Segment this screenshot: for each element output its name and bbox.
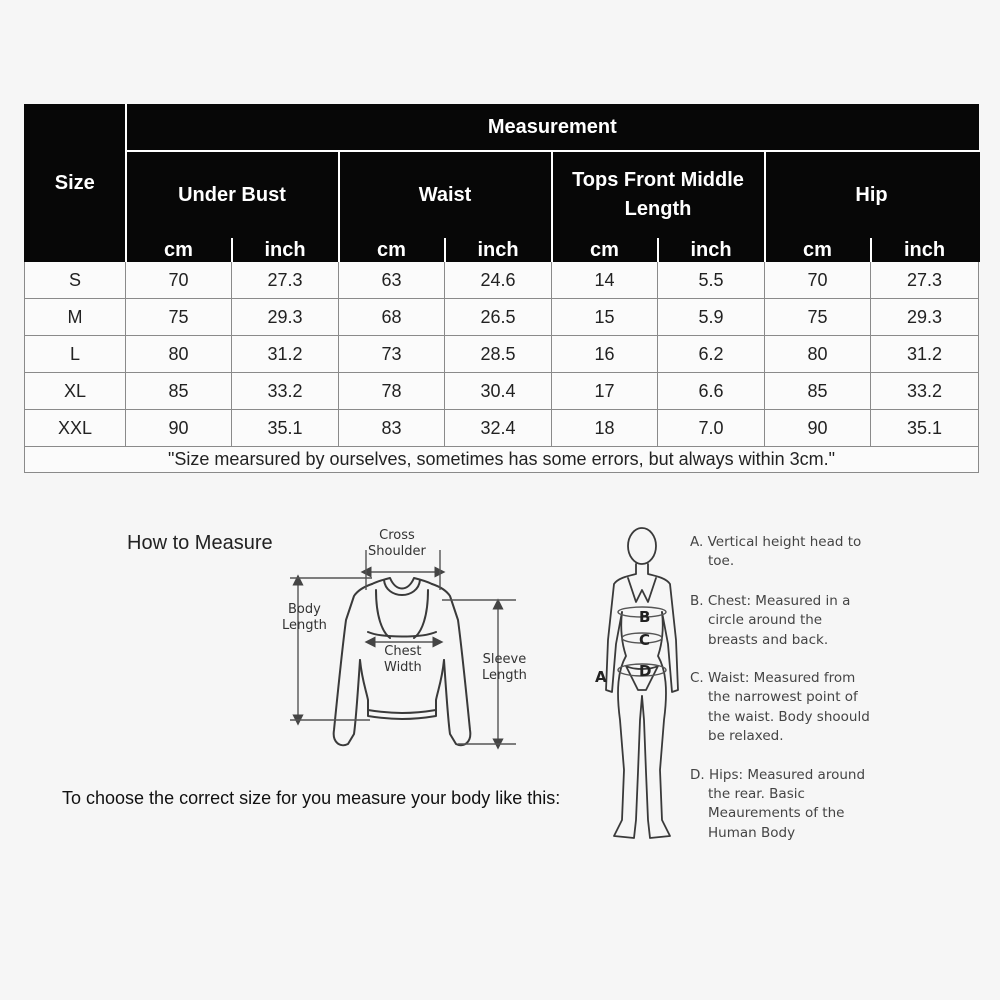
group-header-waist: Waist (339, 151, 552, 239)
table-cell: 7.0 (658, 410, 765, 447)
table-cell: 28.5 (445, 336, 552, 373)
measurement-note: "Size mearsured by ourselves, sometimes has some errors, but always within 3cm." (25, 447, 979, 473)
measurement-header: Measurement (126, 105, 979, 152)
chest-width-label: Chest Width (384, 644, 422, 675)
table-cell: 6.2 (658, 336, 765, 373)
table-cell: 83 (339, 410, 445, 447)
size-cell: XXL (25, 410, 126, 447)
group-header-tops-length: Tops Front Middle Length (552, 151, 765, 239)
table-cell: 63 (339, 262, 445, 299)
body-measure-diagram (592, 520, 692, 855)
legend-item: A. Vertical height head to toe. (690, 534, 862, 570)
size-cell: M (25, 299, 126, 336)
unit-header-inch: inch (871, 239, 979, 262)
unit-header-cm: cm (552, 239, 658, 262)
legend-item: D. Hips: Measured around the rear. Basic Meaurements of the Human Body (690, 766, 866, 841)
table-cell: 17 (552, 373, 658, 410)
table-cell: 27.3 (232, 262, 339, 299)
unit-header-inch: inch (658, 239, 765, 262)
size-cell: S (25, 262, 126, 299)
table-cell: 31.2 (871, 336, 979, 373)
table-cell: 90 (126, 410, 232, 447)
table-cell: 35.1 (871, 410, 979, 447)
unit-header-inch: inch (232, 239, 339, 262)
table-cell: 30.4 (445, 373, 552, 410)
human-body-illustration (592, 520, 692, 850)
table-cell: 29.3 (871, 299, 979, 336)
table-cell: 5.9 (658, 299, 765, 336)
unit-header-cm: cm (765, 239, 871, 262)
letter-b: B (639, 608, 651, 626)
table-cell: 75 (765, 299, 871, 336)
table-cell: 75 (126, 299, 232, 336)
table-cell: 35.1 (232, 410, 339, 447)
how-to-measure-title: How to Measure (127, 532, 273, 554)
table-cell: 33.2 (871, 373, 979, 410)
sweater-measure-diagram (272, 520, 532, 765)
letter-d: D (639, 662, 652, 680)
body-length-label: Body Length (282, 602, 327, 633)
table-cell: 80 (765, 336, 871, 373)
table-cell: 31.2 (232, 336, 339, 373)
measure-legend (690, 533, 870, 862)
size-chart-table (24, 104, 980, 473)
cross-shoulder-label: Cross Shoulder (368, 528, 426, 559)
table-row (25, 262, 979, 299)
table-cell: 6.6 (658, 373, 765, 410)
table-row (25, 336, 979, 373)
table-cell: 15 (552, 299, 658, 336)
unit-header-inch: inch (445, 239, 552, 262)
table-cell: 73 (339, 336, 445, 373)
sleeve-length-label: Sleeve Length (482, 652, 527, 683)
table-cell: 70 (765, 262, 871, 299)
table-cell: 85 (765, 373, 871, 410)
unit-header-cm: cm (339, 239, 445, 262)
size-cell: XL (25, 373, 126, 410)
table-cell: 80 (126, 336, 232, 373)
size-column-header: Size (25, 105, 126, 262)
table-row (25, 410, 979, 447)
instruction-text: To choose the correct size for you measure your body like this: (62, 788, 561, 808)
size-cell: L (25, 336, 126, 373)
table-cell: 16 (552, 336, 658, 373)
table-row (25, 299, 979, 336)
table-cell: 24.6 (445, 262, 552, 299)
letter-a: A (595, 668, 607, 686)
table-cell: 26.5 (445, 299, 552, 336)
table-cell: 70 (126, 262, 232, 299)
table-cell: 32.4 (445, 410, 552, 447)
table-cell: 14 (552, 262, 658, 299)
group-header-under-bust: Under Bust (126, 151, 339, 239)
legend-item: B. Chest: Measured in a circle around the breasts and back. (690, 592, 851, 648)
unit-header-cm: cm (126, 239, 232, 262)
table-cell: 85 (126, 373, 232, 410)
table-cell: 90 (765, 410, 871, 447)
group-header-hip: Hip (765, 151, 979, 239)
letter-c: C (639, 631, 651, 649)
table-cell: 78 (339, 373, 445, 410)
table-cell: 27.3 (871, 262, 979, 299)
table-cell: 18 (552, 410, 658, 447)
table-cell: 5.5 (658, 262, 765, 299)
table-cell: 29.3 (232, 299, 339, 336)
table-cell: 68 (339, 299, 445, 336)
table-cell: 33.2 (232, 373, 339, 410)
table-row (25, 373, 979, 410)
legend-item: C. Waist: Measured from the narrowest point of the waist. Body shoould be relaxed. (690, 670, 870, 745)
